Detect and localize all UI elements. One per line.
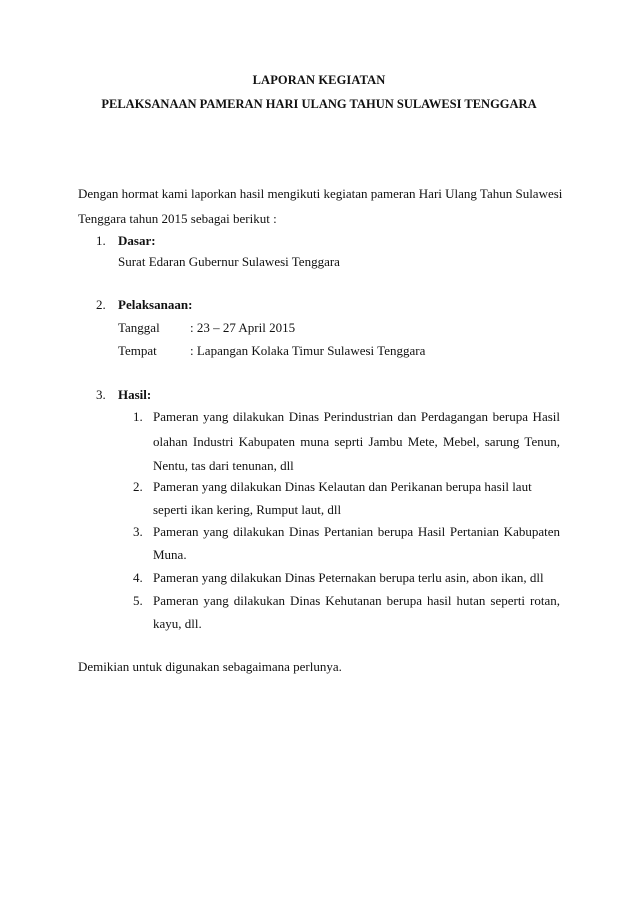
result-item-5-line-1: Pameran yang dilakukan Dinas Kehutanan berupa hasil hutan seperti rotan, (153, 593, 560, 608)
result-item-2-line-1: Pameran yang dilakukan Dinas Kelautan dan Perikanan berupa hasil laut (153, 479, 532, 494)
result-item-2-number: 2. (133, 479, 143, 494)
place-label: Tempat (118, 343, 157, 358)
section-2-heading: Pelaksanaan: (118, 297, 193, 312)
document-title: LAPORAN KEGIATAN (252, 73, 386, 87)
intro-line-2: Tenggara tahun 2015 sebagai berikut : (78, 211, 277, 226)
result-item-5-number: 5. (133, 593, 143, 608)
result-item-2-line-2: seperti ikan kering, Rumput laut, dll (153, 502, 342, 517)
result-item-3-line-2: Muna. (153, 547, 187, 562)
date-value: : 23 – 27 April 2015 (190, 320, 296, 335)
section-1-heading: Dasar: (118, 233, 156, 248)
place-value: : Lapangan Kolaka Timur Sulawesi Tenggara (190, 343, 426, 358)
section-1-number: 1. (96, 233, 106, 248)
result-item-1-line-3: Nentu, tas dari tenunan, dll (153, 458, 294, 473)
closing-text: Demikian untuk digunakan sebagaimana perlunya. (78, 659, 342, 674)
result-item-3-number: 3. (133, 524, 143, 539)
result-item-4-number: 4. (133, 570, 143, 585)
section-3-heading: Hasil: (118, 387, 152, 402)
result-item-5-line-2: kayu, dll. (153, 616, 202, 631)
result-item-4-line-1: Pameran yang dilakukan Dinas Peternakan berupa terlu asin, abon ikan, dll (153, 570, 544, 585)
document-subtitle: PELAKSANAAN PAMERAN HARI ULANG TAHUN SULAWESI TENGGARA (101, 97, 537, 111)
section-3-number: 3. (96, 387, 106, 402)
section-1-text: Surat Edaran Gubernur Sulawesi Tenggara (118, 254, 340, 269)
result-item-3-line-1: Pameran yang dilakukan Dinas Pertanian berupa Hasil Pertanian Kabupaten (153, 524, 560, 539)
date-label: Tanggal (118, 320, 160, 335)
section-2-number: 2. (96, 297, 106, 312)
result-item-1-number: 1. (133, 409, 143, 424)
intro-line-1: Dengan hormat kami laporkan hasil mengikuti kegiatan pameran Hari Ulang Tahun Sulawesi (78, 186, 563, 201)
result-item-1-line-2: olahan Industri Kabupaten muna seprti Jambu Mete, Mebel, sarung Tenun, (153, 434, 560, 449)
result-item-1-line-1: Pameran yang dilakukan Dinas Perindustrian dan Perdagangan berupa Hasil (153, 409, 560, 424)
